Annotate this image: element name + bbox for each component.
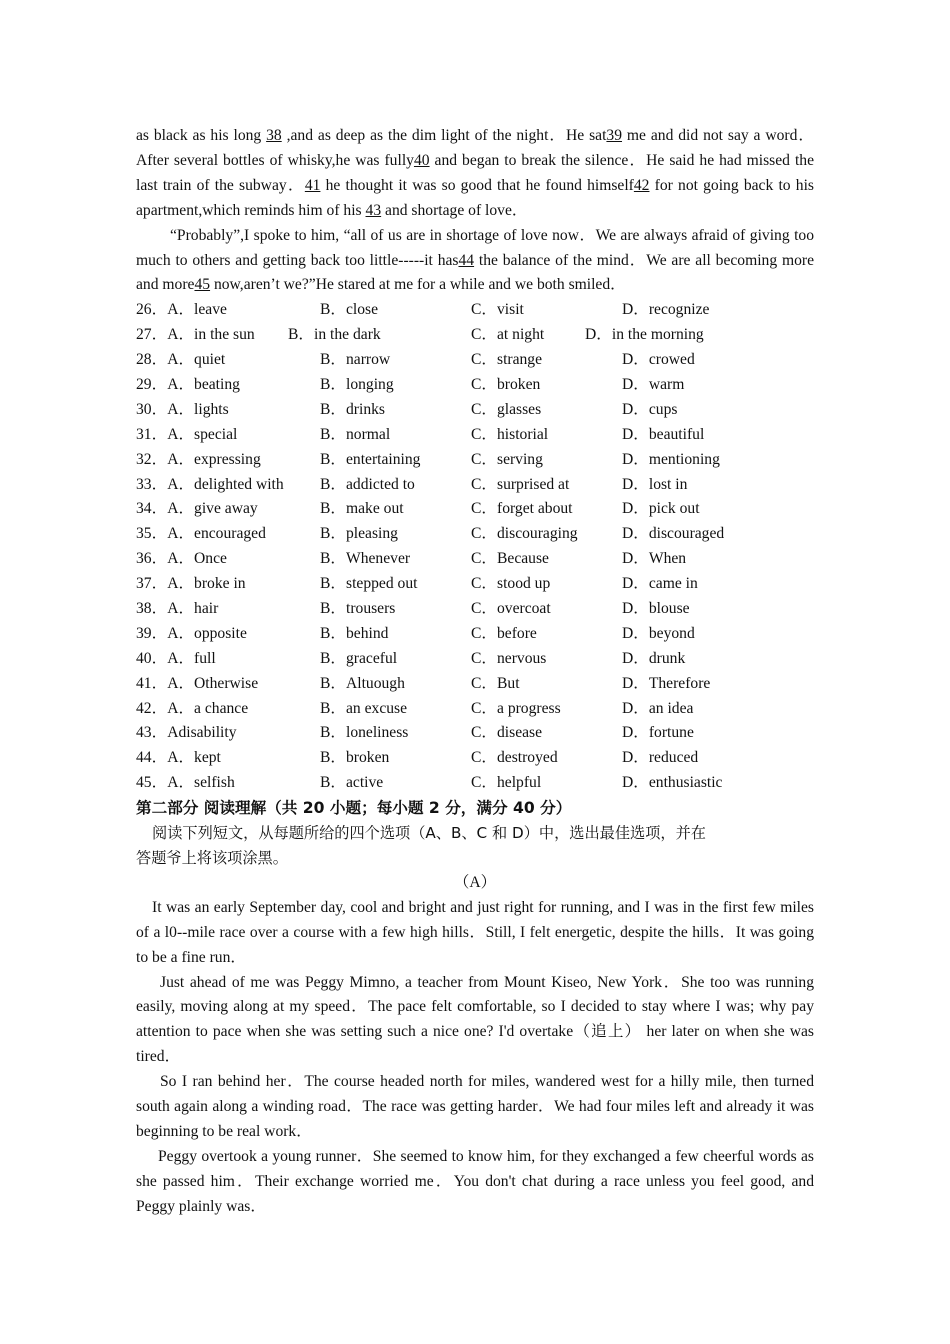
- question-row: 39．A．opposite B．behind C．before D．beyond: [136, 624, 695, 642]
- cloze-paragraph-2: “Probably”,I spoke to him, “all of us are in shortage of love now．We are always afraid of giving too much to others and getting back too little-----it has44 the balance of the mind．We are all becoming more and more45 now,aren’t we?”He stared at me for a while and we both smiled．: [136, 226, 814, 294]
- blank-42: 42: [633, 176, 650, 194]
- part2-instruction-line-1: 阅读下列短文，从每题所给的四个选项（A、B、C 和 D）中，选出最佳选项，并在: [152, 824, 706, 843]
- question-row: 43．Adisability B．loneliness C．disease D．fortune: [136, 724, 694, 742]
- question-row: 44．A．kept B．broken C．destroyed D．reduced: [136, 749, 699, 767]
- question-row: 38．A．hair B．trousers C．overcoat D．blouse: [136, 600, 690, 618]
- question-row: 30．A．lights B．drinks C．glasses D．cups: [136, 400, 678, 418]
- blank-45: 45: [194, 276, 211, 294]
- question-row: 36．A．Once B．Whenever C．Because D．When: [136, 550, 687, 568]
- question-list: [136, 298, 814, 796]
- question-row: 35．A．encouraged B．pleasing C．discouraging D．discouraged: [136, 525, 725, 543]
- question-row: 33．A．delighted with B．addicted to C．surprised at D．lost in: [136, 475, 688, 493]
- question-row: 37．A．broke in B．stepped out C．stood up D．came in: [136, 575, 698, 593]
- section-a-heading: （A）: [453, 873, 497, 891]
- reading-paragraph-1: It was an early September day, cool and bright and just right for running, and I was in the first few miles of a l0--mile race over a course with a few high hills．Still, I felt energetic, despite the hills．It was going to be a fine run．: [136, 898, 814, 966]
- blank-40: 40: [413, 151, 430, 169]
- document-page: [136, 124, 814, 1220]
- part2-title: 第二部分 阅读理解（共 20 小题；每小题 2 分，满分 40 分）: [136, 799, 572, 818]
- question-row: 31．A．special B．normal C．historial D．beautiful: [136, 425, 705, 443]
- blank-38: 38: [266, 127, 282, 144]
- question-row: 42．A．a chance B．an excuse C．a progress D．an idea: [136, 699, 694, 717]
- question-row: 28．A．quiet B．narrow C．strange D．crowed: [136, 351, 695, 369]
- cloze-paragraph-1: as black as his long 38 ,and as deep as the dim light of the night．He sat39 me and did not say a word．After several bottles of whisky,he was fully40 and began to break the silence．He said he had missed the last train of the subway．41 he thought it was so good that he found himself42 for not going back to his apartment,which reminds him of his 43 and shortage of love．: [136, 127, 815, 219]
- question-row: 45．A．selfish B．active C．helpful D．enthusiastic: [136, 774, 723, 792]
- reading-paragraph-4: Peggy overtook a young runner．She seemed to know him, for they exchanged a few cheerful words as she passed him．Their exchange worried me．You don't chat during a race unless you feel good, and Peggy plainly was．: [136, 1147, 814, 1215]
- question-row: 29．A．beating B．longing C．broken D．warm: [136, 376, 685, 394]
- blank-41: 41: [304, 176, 321, 194]
- question-row: 26．A．leave B．close C．visit D．recognize: [136, 301, 710, 319]
- blank-44: 44: [458, 251, 475, 269]
- question-row: 32．A．expressing B．entertaining C．serving D．mentioning: [136, 450, 720, 468]
- reading-paragraph-3: So I ran behind her．The course headed north for miles, wandered west for a hilly mile, then turned south again along a winding road．The race was getting harder．We had four miles left and already it was beginning to be real work．: [136, 1073, 814, 1140]
- question-row: 40．A．full B．graceful C．nervous D．drunk: [136, 649, 686, 667]
- blank-39: 39: [606, 127, 623, 144]
- question-row: 27．A．in the sun B．in the dark C．at night D．in the morning: [136, 326, 704, 344]
- question-row: 34．A．give away B．make out C．forget about D．pick out: [136, 500, 700, 518]
- blank-43: 43: [365, 201, 382, 219]
- part2-instruction-line-2: 答题爷上将该项涂黑。: [136, 848, 288, 867]
- reading-paragraph-2: Just ahead of me was Peggy Mimno, a teacher from Mount Kiseo, New York．She too was running easily, moving along at my speed．The pace felt comfortable, so I decided to stay where I was; why pay attention to pace when she was setting such a nice one? I'd overtake（追上） her later on when she was tired．: [136, 973, 814, 1066]
- question-row: 41．A．Otherwise B．Altuough C．But D．Therefore: [136, 674, 711, 692]
